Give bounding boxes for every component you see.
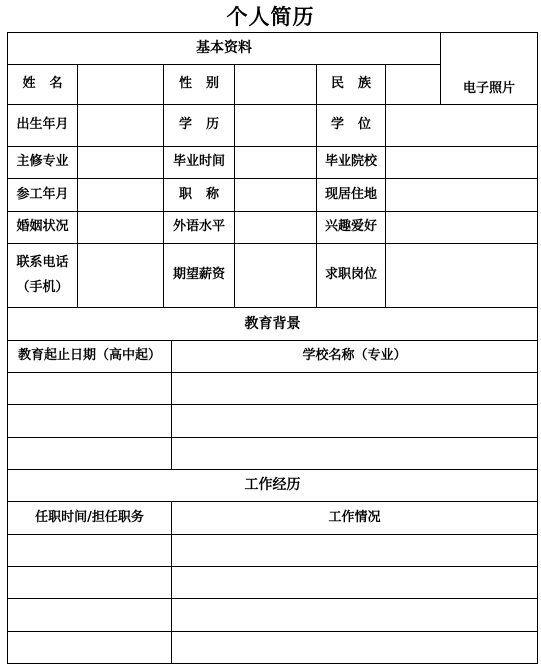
hobbies-field[interactable] bbox=[386, 212, 537, 243]
school-field[interactable] bbox=[386, 147, 537, 178]
work-start-field[interactable] bbox=[78, 179, 163, 211]
education-school-cell[interactable] bbox=[172, 373, 537, 404]
birth-field[interactable] bbox=[78, 105, 163, 146]
position-field[interactable] bbox=[386, 244, 537, 307]
work-time-cell[interactable] bbox=[8, 567, 171, 598]
basic-info-header: 基本资料 bbox=[196, 40, 252, 57]
ethnicity-label: 民族 bbox=[331, 76, 386, 92]
table-line bbox=[537, 32, 538, 664]
major-label: 主修专业 bbox=[16, 154, 69, 170]
grad-time-field[interactable] bbox=[235, 147, 316, 178]
photo-label: 电子照片 bbox=[462, 81, 515, 97]
page-title: 个人简历 bbox=[226, 5, 315, 29]
title-rank-label: 职称 bbox=[178, 186, 233, 202]
marital-field[interactable] bbox=[78, 212, 163, 243]
residence-field[interactable] bbox=[386, 179, 537, 211]
phone-field[interactable] bbox=[78, 244, 163, 307]
education-dates-cell[interactable] bbox=[8, 438, 171, 469]
work-details-cell[interactable] bbox=[172, 632, 537, 663]
work-start-label: 参工年月 bbox=[16, 186, 69, 202]
education-header: 教育背景 bbox=[244, 315, 301, 332]
education-col-dates: 教育起止日期（高中起） bbox=[17, 348, 161, 364]
work-details-cell[interactable] bbox=[172, 599, 537, 631]
degree-field[interactable] bbox=[386, 105, 440, 146]
work-col-details: 工作情况 bbox=[328, 509, 381, 525]
phone-label-line2: （手机） bbox=[16, 279, 69, 295]
birth-label: 出生年月 bbox=[16, 117, 69, 133]
school-label: 毕业院校 bbox=[324, 154, 377, 170]
work-time-cell[interactable] bbox=[8, 599, 171, 631]
name-label: 姓名 bbox=[22, 76, 77, 92]
education-school-cell[interactable] bbox=[172, 438, 537, 469]
work-time-cell[interactable] bbox=[8, 632, 171, 663]
work-header: 工作经历 bbox=[244, 477, 301, 494]
work-col-time: 任职时间/担任职务 bbox=[35, 509, 144, 525]
gender-label: 性别 bbox=[178, 76, 233, 92]
degree-label: 学位 bbox=[331, 117, 386, 133]
language-label: 外语水平 bbox=[172, 219, 225, 235]
phone-label-line1: 联系电话 bbox=[16, 254, 69, 270]
table-line bbox=[7, 663, 538, 664]
gender-field[interactable] bbox=[235, 65, 316, 104]
phone-label bbox=[8, 244, 77, 307]
education-label: 学历 bbox=[178, 117, 233, 133]
marital-label: 婚姻状况 bbox=[16, 219, 69, 235]
major-field[interactable] bbox=[78, 147, 163, 178]
name-field[interactable] bbox=[78, 65, 163, 104]
education-dates-cell[interactable] bbox=[8, 373, 171, 404]
ethnicity-field[interactable] bbox=[386, 65, 440, 104]
education-field[interactable] bbox=[235, 105, 316, 146]
position-label: 求职岗位 bbox=[324, 267, 377, 283]
hobbies-label: 兴趣爱好 bbox=[324, 219, 377, 235]
salary-field[interactable] bbox=[235, 244, 316, 307]
education-school-cell[interactable] bbox=[172, 405, 537, 437]
work-time-cell[interactable] bbox=[8, 535, 171, 566]
work-details-cell[interactable] bbox=[172, 535, 537, 566]
title-rank-field[interactable] bbox=[235, 179, 316, 211]
education-dates-cell[interactable] bbox=[8, 405, 171, 437]
grad-time-label: 毕业时间 bbox=[172, 154, 225, 170]
residence-label: 现居住地 bbox=[324, 186, 377, 202]
work-details-cell[interactable] bbox=[172, 567, 537, 598]
salary-label: 期望薪资 bbox=[172, 267, 225, 283]
language-field[interactable] bbox=[235, 212, 316, 243]
education-col-school: 学校名称（专业） bbox=[302, 348, 407, 364]
